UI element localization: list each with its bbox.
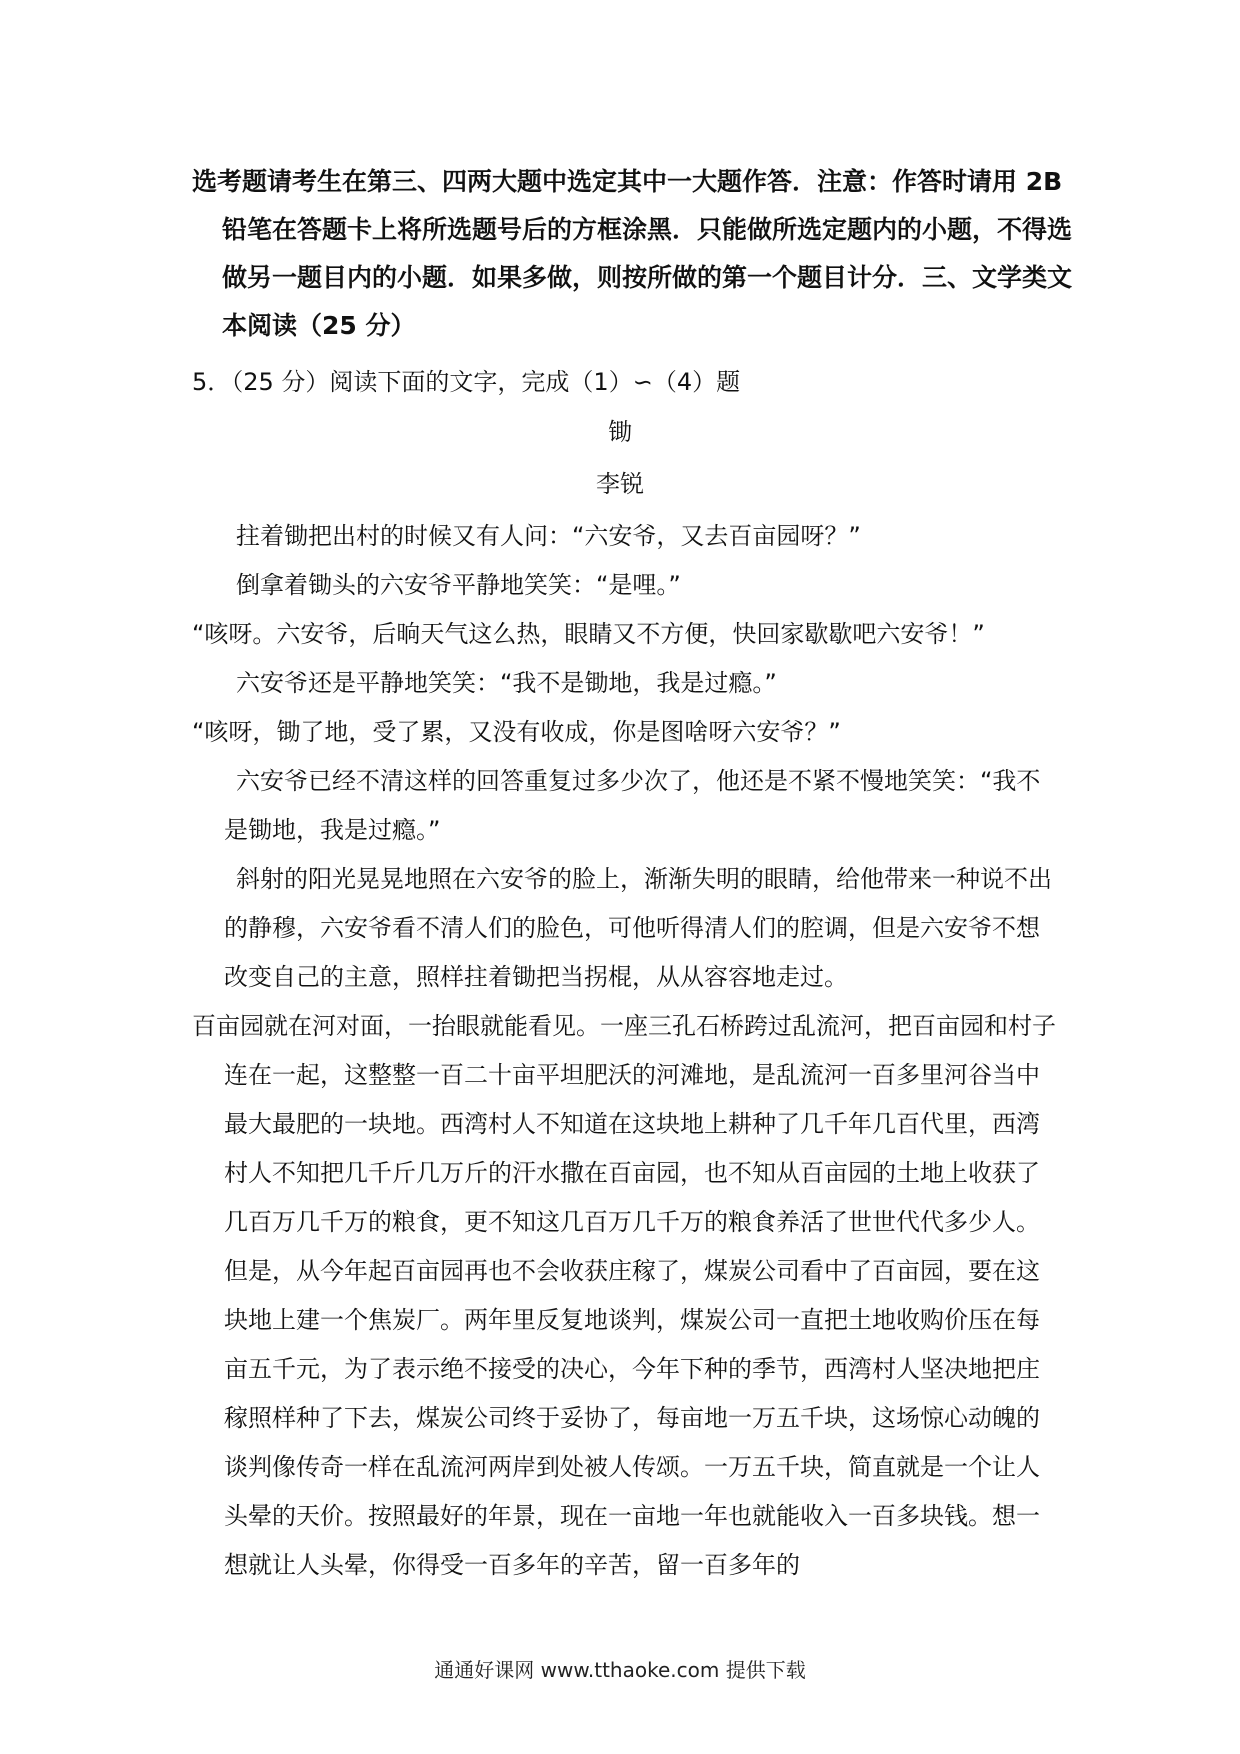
paragraph: 六安爷已经不清这样的回答重复过多少次了，他还是不紧不慢地笑笑：“我不是锄地，我是过瘾。” (224, 767, 1041, 844)
paragraph: 斜射的阳光晃晃地照在六安爷的脸上，渐渐失明的眼睛，给他带来一种说不出的静穆，六安爷看不清人们的脸色，可他听得清人们的腔调，但是六安爷不想改变自己的主意，照样拄着锄把当拐棍，从从容容地走过。 (224, 865, 1052, 991)
exam-notice: 选考题请考生在第三、四两大题中选定其中一大题作答．注意：作答时请用 2B 铅笔在答题卡上将所选题号后的方框涂黑．只能做所选定题内的小题，不得选做另一题目内的小题．如果多做，则按所做的第一个题目计分．三、文学类文本阅读（25 分） (192, 167, 1073, 340)
story-body (192, 512, 1062, 1590)
story-author: 李锐 (596, 470, 644, 498)
paragraph: 六安爷还是平静地笑笑：“我不是锄地，我是过瘾。” (236, 669, 777, 697)
paragraph: “咳呀，锄了地，受了累，又没有收成，你是图啥呀六安爷？” (192, 718, 841, 746)
footer-source: 通通好课网 www.tthaoke.com 提供下载 (434, 1658, 806, 1682)
paragraph: 百亩园就在河对面，一抬眼就能看见。一座三孔石桥跨过乱流河，把百亩园和村子连在一起，这整整一百二十亩平坦肥沃的河滩地，是乱流河一百多里河谷当中最大最肥的一块地。西湾村人不知道在这块地上耕种了几千年几百代里，西湾村人不知把几千斤几万斤的汗水撒在百亩园，也不知从百亩园的土地上收获了几百万几千万的粮食，更不知这几百万几千万的粮食养活了世世代代多少人。但是，从今年起百亩园再也不会收获庄稼了，煤炭公司看中了百亩园，要在这块地上建一个焦炭厂。两年里反复地谈判，煤炭公司一直把土地收购价压在每亩五千元，为了表示绝不接受的决心，今年下种的季节，西湾村人坚决地把庄稼照样种了下去，煤炭公司终于妥协了，每亩地一万五千块，这场惊心动魄的谈判像传奇一样在乱流河两岸到处被人传颂。一万五千块，简直就是一个让人头晕的天价。按照最好的年景，现在一亩地一年也就能收入一百多块钱。想一想就让人头晕，你得受一百多年的辛苦，留一百多年的 (192, 1012, 1056, 1579)
paragraph: 拄着锄把出村的时候又有人问：“六安爷，又去百亩园呀？” (236, 522, 861, 550)
story-title: 锄 (608, 418, 632, 446)
paragraph: “咳呀。六安爷，后晌天气这么热，眼睛又不方便，快回家歇歇吧六安爷！” (192, 620, 985, 648)
question-heading: 5．（25 分）阅读下面的文字，完成（1）∽（4）题 (192, 368, 741, 396)
paragraph: 倒拿着锄头的六安爷平静地笑笑：“是哩。” (236, 571, 681, 599)
